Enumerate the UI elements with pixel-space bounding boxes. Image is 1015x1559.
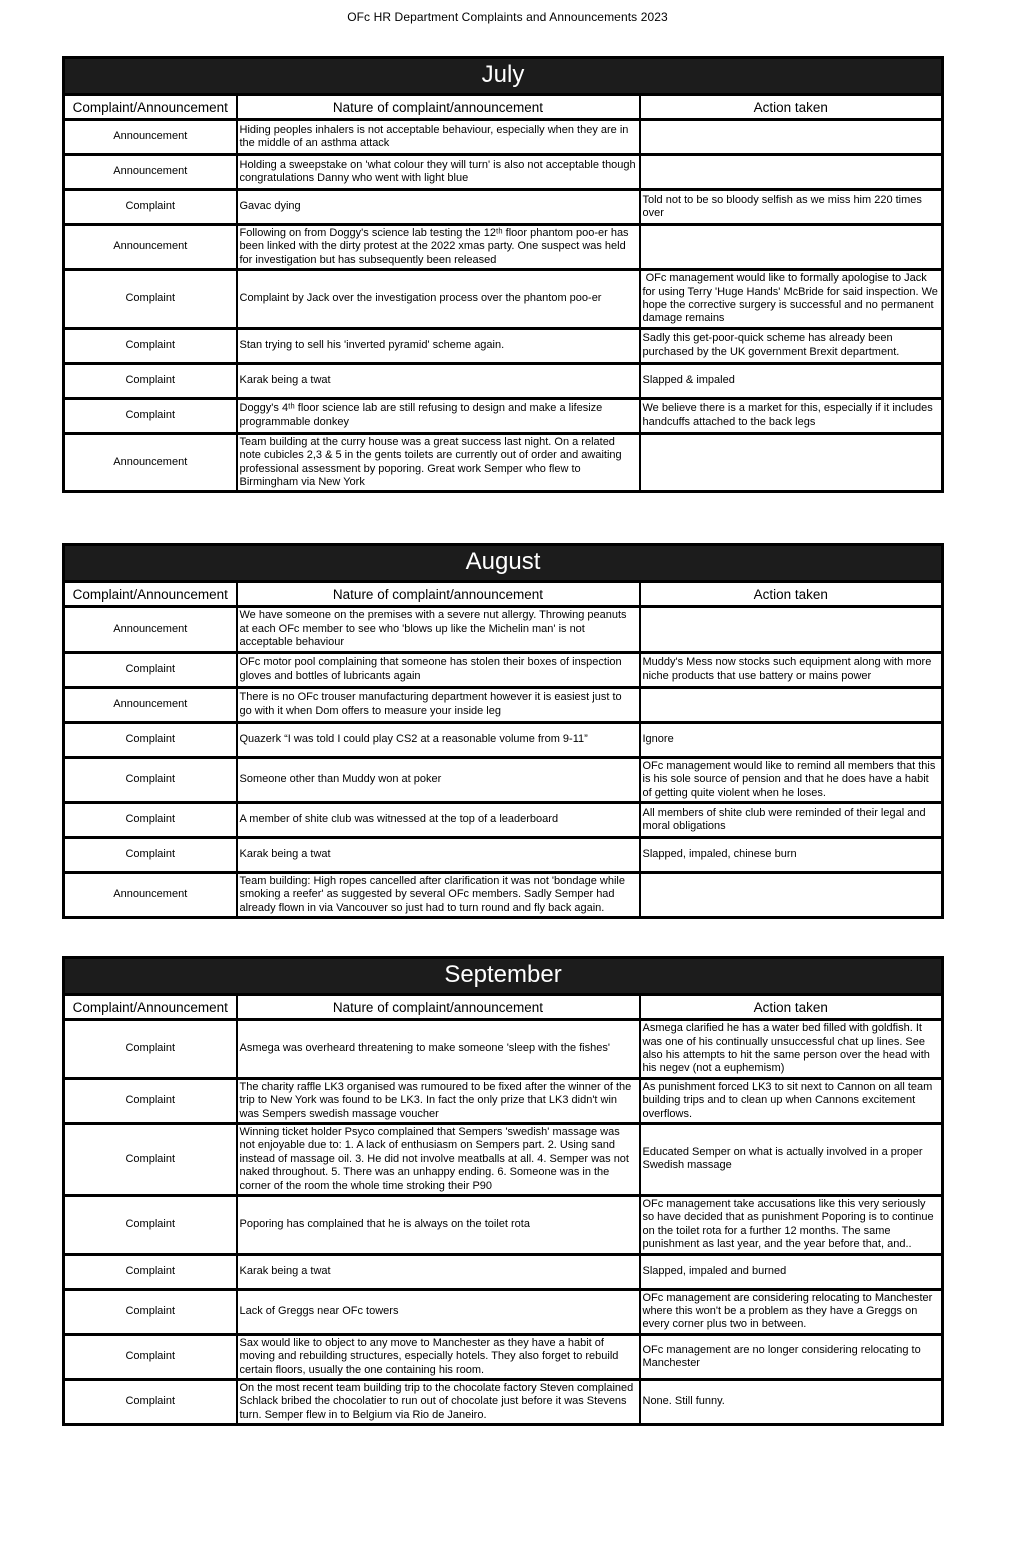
cell-nature: Winning ticket holder Psyco complained that Sempers 'swedish' massage was not enjoyable due to: 1. A lack of enthusiasm on Sempers part. 2. Using sand instead of massage oil. 3. He did not involve meatballs at all. 4. Semper was not naked throughout. 5. There was an unhappy ending. 6. Someone was in the corner of the room the whole time stroking their P90 bbox=[237, 1123, 640, 1195]
month-title: September bbox=[64, 958, 943, 995]
cell-action: OFc management are no longer considering relocating to Manchester bbox=[640, 1334, 943, 1379]
month-table bbox=[62, 956, 944, 1426]
cell-action bbox=[640, 120, 943, 155]
cell-nature: Sax would like to object to any move to Manchester as they have a habit of moving and rebuilding structures, especially hotels. They also forget to rebuild certain floors, usually the one containing his room. bbox=[237, 1334, 640, 1379]
cell-action: Sadly this get-poor-quick scheme has already been purchased by the UK government Brexit department. bbox=[640, 328, 943, 363]
cell-type: Announcement bbox=[64, 433, 237, 492]
table-row bbox=[64, 225, 943, 270]
table-row bbox=[64, 1254, 943, 1289]
cell-nature: A member of shite club was witnessed at the top of a leaderboard bbox=[237, 802, 640, 837]
cell-type: Complaint bbox=[64, 652, 237, 687]
cell-nature: Karak being a twat bbox=[237, 1254, 640, 1289]
table-row bbox=[64, 607, 943, 652]
cell-action: Told not to be so bloody selfish as we miss him 220 times over bbox=[640, 190, 943, 225]
cell-type: Complaint bbox=[64, 722, 237, 757]
cell-nature: Asmega was overheard threatening to make someone 'sleep with the fishes' bbox=[237, 1020, 640, 1079]
cell-action: All members of shite club were reminded of their legal and moral obligations bbox=[640, 802, 943, 837]
table-row bbox=[64, 757, 943, 802]
table-row bbox=[64, 872, 943, 917]
cell-action: As punishment forced LK3 to sit next to Cannon on all team building trips and to clean up when Cannons excitement overflows. bbox=[640, 1078, 943, 1123]
table-row bbox=[64, 120, 943, 155]
cell-nature: Hiding peoples inhalers is not acceptable behaviour, especially when they are in the middle of an asthma attack bbox=[237, 120, 640, 155]
cell-type: Complaint bbox=[64, 1078, 237, 1123]
cell-action: None. Still funny. bbox=[640, 1380, 943, 1425]
column-header-action: Action taken bbox=[640, 582, 943, 607]
month-header-row bbox=[64, 545, 943, 582]
cell-type: Announcement bbox=[64, 225, 237, 270]
column-header-type: Complaint/Announcement bbox=[64, 95, 237, 120]
table-row bbox=[64, 687, 943, 722]
cell-nature: Someone other than Muddy won at poker bbox=[237, 757, 640, 802]
cell-type: Announcement bbox=[64, 155, 237, 190]
cell-nature: We have someone on the premises with a severe nut allergy. Throwing peanuts at each OFc member to see who 'blows up like the Michelin man' is not acceptable behaviour bbox=[237, 607, 640, 652]
cell-type: Complaint bbox=[64, 1254, 237, 1289]
column-header-type: Complaint/Announcement bbox=[64, 582, 237, 607]
cell-type: Complaint bbox=[64, 398, 237, 433]
cell-type: Complaint bbox=[64, 363, 237, 398]
cell-action bbox=[640, 872, 943, 917]
table-row bbox=[64, 363, 943, 398]
cell-nature: Team building at the curry house was a great success last night. On a related note cubicles 2,3 & 5 in the gents toilets are currently out of order and awaiting professional assessment by poporing. Great work Semper who flew to Birmingham via New York bbox=[237, 433, 640, 492]
cell-action: Slapped & impaled bbox=[640, 363, 943, 398]
cell-type: Complaint bbox=[64, 1020, 237, 1079]
table-row bbox=[64, 270, 943, 329]
cell-type: Announcement bbox=[64, 607, 237, 652]
column-header-nature: Nature of complaint/announcement bbox=[237, 995, 640, 1020]
month-table bbox=[62, 543, 944, 919]
cell-nature: Holding a sweepstake on 'what colour they will turn' is also not acceptable though congratulations Danny who went with light blue bbox=[237, 155, 640, 190]
cell-action: Slapped, impaled and burned bbox=[640, 1254, 943, 1289]
table-row bbox=[64, 1334, 943, 1379]
cell-nature: OFc motor pool complaining that someone has stolen their boxes of inspection gloves and bottles of lubricants again bbox=[237, 652, 640, 687]
cell-action bbox=[640, 155, 943, 190]
table-row bbox=[64, 398, 943, 433]
cell-action bbox=[640, 607, 943, 652]
table-row bbox=[64, 1380, 943, 1425]
table-row bbox=[64, 837, 943, 872]
table-row bbox=[64, 1020, 943, 1079]
column-header-nature: Nature of complaint/announcement bbox=[237, 95, 640, 120]
cell-nature: Karak being a twat bbox=[237, 363, 640, 398]
cell-nature: Quazerk “I was told I could play CS2 at a reasonable volume from 9-11” bbox=[237, 722, 640, 757]
cell-nature: There is no OFc trouser manufacturing department however it is easiest just to go with it when Dom offers to measure your inside leg bbox=[237, 687, 640, 722]
cell-type: Announcement bbox=[64, 872, 237, 917]
cell-type: Complaint bbox=[64, 1289, 237, 1334]
table-row bbox=[64, 155, 943, 190]
column-header-action: Action taken bbox=[640, 995, 943, 1020]
cell-nature: On the most recent team building trip to the chocolate factory Steven complained Schlack bribed the chocolatier to run out of chocolate just before it was Stevens turn. Semper flew in to Belgium via Rio de Janeiro. bbox=[237, 1380, 640, 1425]
tables-container bbox=[62, 56, 941, 1426]
cell-action: Slapped, impaled, chinese burn bbox=[640, 837, 943, 872]
cell-type: Announcement bbox=[64, 687, 237, 722]
column-header-row bbox=[64, 582, 943, 607]
table-row bbox=[64, 802, 943, 837]
month-title: August bbox=[64, 545, 943, 582]
month-header-row bbox=[64, 58, 943, 95]
table-body bbox=[64, 120, 943, 492]
table-row bbox=[64, 1123, 943, 1195]
column-header-row bbox=[64, 995, 943, 1020]
cell-nature: Following on from Doggy's science lab testing the 12ᵗʰ floor phantom poo-er has been linked with the dirty protest at the 2022 xmas party. One suspect was held for investigation but has subsequently been released bbox=[237, 225, 640, 270]
cell-action: OFc management are considering relocating to Manchester where this won't be a problem as they have a Greggs on every corner plus two in between. bbox=[640, 1289, 943, 1334]
table-row bbox=[64, 722, 943, 757]
cell-type: Complaint bbox=[64, 802, 237, 837]
table-row bbox=[64, 190, 943, 225]
page-title: OFc HR Department Complaints and Announcements 2023 bbox=[347, 10, 668, 24]
cell-action: OFc management take accusations like this very seriously so have decided that as punishment Poporing is to continue on the toilet rota for a further 12 months. The same punishment as last year, and the year before that, and.. bbox=[640, 1196, 943, 1255]
cell-action: Educated Semper on what is actually involved in a proper Swedish massage bbox=[640, 1123, 943, 1195]
cell-action: Muddy's Mess now stocks such equipment along with more niche products that use battery or mains power bbox=[640, 652, 943, 687]
cell-action: OFc management would like to remind all members that this is his sole source of pension and that he does have a habit of getting quite violent when he loses. bbox=[640, 757, 943, 802]
cell-nature: Lack of Greggs near OFc towers bbox=[237, 1289, 640, 1334]
table-row bbox=[64, 1196, 943, 1255]
table-row bbox=[64, 1078, 943, 1123]
cell-nature: Team building: High ropes cancelled after clarification it was not 'bondage while smoking a reefer' as suggested by several OFc members. Sadly Semper had already flown in via Vancouver so just had to turn round and fly back again. bbox=[237, 872, 640, 917]
cell-nature: Stan trying to sell his 'inverted pyramid' scheme again. bbox=[237, 328, 640, 363]
cell-action: We believe there is a market for this, especially if it includes handcuffs attached to the back legs bbox=[640, 398, 943, 433]
table-row bbox=[64, 652, 943, 687]
cell-nature: Complaint by Jack over the investigation process over the phantom poo-er bbox=[237, 270, 640, 329]
column-header-action: Action taken bbox=[640, 95, 943, 120]
cell-nature: Doggy's 4ᵗʰ floor science lab are still refusing to design and make a lifesize programmable donkey bbox=[237, 398, 640, 433]
cell-action: OFc management would like to formally apologise to Jack for using Terry 'Huge Hands' McBride for said inspection. We hope the corrective surgery is successful and no permanent damage remains bbox=[640, 270, 943, 329]
column-header-row bbox=[64, 95, 943, 120]
cell-nature: Karak being a twat bbox=[237, 837, 640, 872]
cell-type: Complaint bbox=[64, 837, 237, 872]
cell-action: Ignore bbox=[640, 722, 943, 757]
column-header-type: Complaint/Announcement bbox=[64, 995, 237, 1020]
cell-type: Complaint bbox=[64, 1380, 237, 1425]
cell-type: Complaint bbox=[64, 1123, 237, 1195]
table-body bbox=[64, 607, 943, 918]
cell-type: Complaint bbox=[64, 328, 237, 363]
month-header-row bbox=[64, 958, 943, 995]
cell-nature: The charity raffle LK3 organised was rumoured to be fixed after the winner of the trip to New York was found to be LK3. In fact the only prize that LK3 didn't win was Sempers swedish massage voucher bbox=[237, 1078, 640, 1123]
month-title: July bbox=[64, 58, 943, 95]
table-row bbox=[64, 328, 943, 363]
table-row bbox=[64, 433, 943, 492]
month-table bbox=[62, 56, 944, 493]
cell-type: Complaint bbox=[64, 757, 237, 802]
cell-action bbox=[640, 687, 943, 722]
cell-action bbox=[640, 225, 943, 270]
cell-type: Complaint bbox=[64, 1196, 237, 1255]
cell-nature: Poporing has complained that he is always on the toilet rota bbox=[237, 1196, 640, 1255]
table-row bbox=[64, 1289, 943, 1334]
cell-action bbox=[640, 433, 943, 492]
table-body bbox=[64, 1020, 943, 1425]
cell-nature: Gavac dying bbox=[237, 190, 640, 225]
cell-action: Asmega clarified he has a water bed filled with goldfish. It was one of his continually unsuccessful chat up lines. See also his attempts to hit the same person over the head with his negev (not a euphemism) bbox=[640, 1020, 943, 1079]
cell-type: Complaint bbox=[64, 190, 237, 225]
cell-type: Announcement bbox=[64, 120, 237, 155]
column-header-nature: Nature of complaint/announcement bbox=[237, 582, 640, 607]
cell-type: Complaint bbox=[64, 270, 237, 329]
cell-type: Complaint bbox=[64, 1334, 237, 1379]
